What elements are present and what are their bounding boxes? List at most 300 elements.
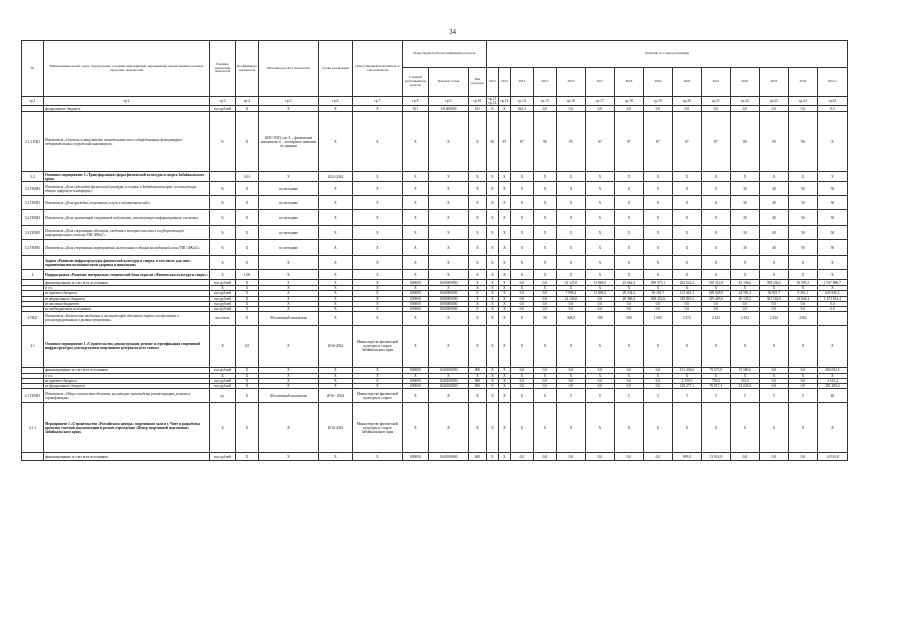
table-cell: Х — [402, 240, 428, 256]
table-cell: 31 806,5 — [585, 280, 614, 286]
table-cell: Х — [585, 373, 614, 378]
table-cell: Х — [402, 325, 428, 367]
table-cell: 87 — [672, 112, 701, 172]
table-cell: 85 — [486, 112, 498, 172]
table-cell: 0,0 — [556, 301, 585, 306]
table-cell: Х — [730, 373, 759, 378]
table-cell: Х — [486, 373, 498, 378]
table-cell: % — [210, 196, 236, 210]
table-cell: Х — [402, 403, 428, 453]
table-cell: Х — [236, 226, 259, 240]
table-cell: Х — [236, 106, 259, 112]
table-cell: Х — [498, 453, 510, 461]
table-cell: 1 927 880,7 — [817, 280, 847, 286]
row-name: Показатель «Степень оснащенности плавательных чаш и оборудованных физкультурно-оздоровительных сооружений инвентарем» — [44, 112, 210, 172]
table-cell: чел./кв.м. — [210, 311, 236, 325]
table-cell: Х — [236, 384, 259, 389]
table-cell: 2016-2024 — [318, 403, 352, 453]
row-name: финансирование за счет всех источников — [44, 367, 210, 373]
table-cell: 2302 — [788, 311, 817, 325]
table-cell: Х — [498, 280, 510, 286]
table-cell: 50 — [788, 196, 817, 210]
table-cell: тыс.рублей — [210, 453, 236, 461]
table-cell: Х — [318, 367, 352, 373]
table-cell: Х — [318, 210, 352, 226]
table-cell: Х — [428, 182, 468, 196]
row-name: из краевого бюджета — [44, 379, 210, 384]
table-cell: 0,0 — [533, 367, 556, 373]
row-name: Показатель «Доля спортивных мероприятий, включенных в единый календарный план (ГИС ФКиС)» — [44, 240, 210, 256]
header-year-2017: 2017 — [585, 68, 614, 97]
table-cell: Х — [352, 172, 402, 182]
table-cell: Х — [817, 373, 847, 378]
table-cell: Х — [210, 286, 236, 291]
table-cell: 643 946,3 — [817, 291, 847, 296]
table-cell: 0,0 — [788, 384, 817, 389]
table-cell: 0,0 — [788, 367, 817, 373]
table-cell: Х — [236, 389, 259, 403]
table-cell: 0,0 — [701, 106, 730, 112]
table-cell: Х — [468, 196, 486, 210]
table-cell: 30 — [730, 240, 759, 256]
table-cell: Х — [318, 280, 352, 286]
table-cell: Х — [258, 325, 318, 367]
table-cell: Х — [672, 196, 701, 210]
table-cell: 0,0 — [614, 106, 643, 112]
table-cell: Х — [643, 286, 672, 291]
table-cell: 1640100000 — [428, 384, 468, 389]
table-cell: Х — [701, 210, 730, 226]
table-cell: Х — [498, 367, 510, 373]
table-cell: 43 662,4 — [614, 280, 643, 286]
table-cell: Х — [486, 379, 498, 384]
header-unit: Единица измерения показателя — [210, 41, 236, 97]
table-cell: Х — [672, 403, 701, 453]
table-cell: Х — [468, 325, 486, 367]
table-cell: 0,0 — [817, 306, 847, 311]
table-cell: Х — [643, 226, 672, 240]
table-cell: 0,0 — [585, 106, 614, 112]
table-cell: Х — [498, 256, 510, 270]
table-cell: 000 — [468, 379, 486, 384]
table-cell: 2 432 — [759, 311, 788, 325]
table-cell: Х — [533, 256, 556, 270]
table-cell: тыс.рублей — [210, 306, 236, 311]
table-cell: Х — [510, 240, 533, 256]
table-cell: 2 159,5 — [672, 379, 701, 384]
table-cell: Х — [486, 286, 498, 291]
table-cell: 50 — [788, 182, 817, 196]
column-number: гр.18 — [614, 97, 643, 106]
table-cell: Х — [318, 379, 352, 384]
table-cell: Х — [730, 172, 759, 182]
table-cell: Х — [556, 210, 585, 226]
table-cell: Х — [510, 226, 533, 240]
table-row — [22, 325, 848, 367]
table-cell: 0,0 — [614, 301, 643, 306]
table-cell: 0,0 — [533, 379, 556, 384]
table-cell: Х — [428, 196, 468, 210]
table-cell: 1640100000 — [428, 379, 468, 384]
table-cell: Х — [498, 182, 510, 196]
table-cell: 30 — [730, 210, 759, 226]
table-cell: Х — [498, 311, 510, 325]
table-cell: 131 461,3 — [672, 291, 701, 296]
table-cell: 0,0 — [614, 384, 643, 389]
table-cell: Х — [352, 106, 402, 112]
table-cell: 0,0 — [585, 453, 614, 461]
table-cell: 0,0 — [672, 306, 701, 311]
table-cell: 2016-2024 — [318, 325, 352, 367]
table-cell: Х — [352, 112, 402, 172]
table-cell: Х — [468, 112, 486, 172]
table-cell: Министерство физической культуры и спорта Забайкальского края — [352, 325, 402, 367]
table-cell: Х — [402, 210, 428, 226]
table-cell: тыс.рублей — [210, 301, 236, 306]
table-cell: Х — [643, 256, 672, 270]
table-cell: 329 485,6 — [701, 296, 730, 301]
table-cell: 318 801,5 — [672, 296, 701, 301]
table-cell: Х — [701, 373, 730, 378]
table-cell: Х — [486, 106, 498, 112]
table-cell: Абсолютный показатель — [258, 389, 318, 403]
table-cell: Х — [788, 286, 817, 291]
table-cell: 0,01 — [236, 172, 259, 182]
table-cell: Х — [556, 325, 585, 367]
table-cell: Х — [585, 182, 614, 196]
table-cell: 0,0 — [817, 301, 847, 306]
table-cell: Х — [352, 311, 402, 325]
table-cell: 0,0 — [533, 384, 556, 389]
header-year-2020: 2020 — [672, 68, 701, 97]
table-cell: Х — [498, 296, 510, 301]
table-cell: 0,0 — [585, 296, 614, 301]
table-cell: Х — [730, 325, 759, 367]
table-cell: Х — [428, 389, 468, 403]
table-cell: 30 — [730, 182, 759, 196]
table-cell: Х — [533, 240, 556, 256]
column-number: гр.3 — [210, 97, 236, 106]
table-cell: 0,0 — [585, 301, 614, 306]
row-name: из федерального бюджета — [44, 296, 210, 301]
table-cell: Х — [817, 256, 847, 270]
table-cell: Х — [614, 172, 643, 182]
table-cell: 2016 - 2024 — [318, 389, 352, 403]
table-cell: Х — [730, 403, 759, 453]
table-cell: Х — [701, 196, 730, 210]
column-number: гр.10 — [468, 97, 486, 106]
table-cell: Х — [352, 453, 402, 461]
table-cell: 625,3 — [510, 106, 533, 112]
table-cell: 0,0 — [585, 384, 614, 389]
table-cell: Х — [614, 210, 643, 226]
table-cell: Х — [672, 182, 701, 196]
table-cell: Х — [701, 256, 730, 270]
table-cell: Х — [788, 403, 817, 453]
table-cell: 2 372 — [672, 311, 701, 325]
table-cell: Х — [510, 210, 533, 226]
table-cell: Х — [498, 226, 510, 240]
table-cell: Х — [498, 106, 510, 112]
table-cell: Х — [614, 256, 643, 270]
page-number: 34 — [449, 28, 456, 36]
row-name: Показатель «Доля организаций спортивной подготовки, использующих информационные системы» — [44, 210, 210, 226]
table-cell: Х — [428, 373, 468, 378]
table-cell: Х — [672, 256, 701, 270]
table-cell: 87 — [643, 112, 672, 172]
table-cell: Х — [318, 256, 352, 270]
table-cell: 5 — [759, 389, 788, 403]
table-cell: Х — [817, 270, 847, 280]
table-row — [22, 403, 848, 453]
table-cell: 53 045,0 — [730, 384, 759, 389]
table-cell: Х — [318, 453, 352, 461]
table-row — [22, 172, 848, 182]
table-cell: Х — [428, 172, 468, 182]
table-cell: 0,0 — [510, 379, 533, 384]
header-total: Итого — [817, 68, 847, 97]
table-cell: Х — [533, 389, 556, 403]
row-name: финансирование за счет всех источников — [44, 280, 210, 286]
table-cell: 50 — [817, 210, 847, 226]
table-cell: Х — [402, 311, 428, 325]
table-cell: Х — [258, 270, 318, 280]
table-cell: Х — [258, 379, 318, 384]
table-cell: Х — [788, 172, 817, 182]
table-cell: 588 — [614, 311, 643, 325]
table-cell: Х — [318, 226, 352, 240]
table-cell: Х — [236, 403, 259, 453]
table-cell: Х — [533, 182, 556, 196]
header-year-2024: 2024 — [788, 68, 817, 97]
table-cell: 14 914,8 — [817, 453, 847, 461]
table-cell: 0,0 — [510, 296, 533, 301]
table-cell: Х — [428, 240, 468, 256]
row-name: в т.ч. — [44, 286, 210, 291]
table-cell: Х — [510, 373, 533, 378]
row-name: Подпрограмма «Развитие материально-технической базы отрасли «Физическая культура и спорт»» — [44, 270, 210, 280]
table-cell: Х — [236, 291, 259, 296]
table-cell: Х — [486, 210, 498, 226]
table-cell: Х — [402, 172, 428, 182]
table-cell: 1 473 914,4 — [817, 296, 847, 301]
table-cell: тыс.рублей — [210, 367, 236, 373]
table-cell: Х — [614, 270, 643, 280]
table-cell: Х — [643, 270, 672, 280]
table-cell: 0,0 — [556, 367, 585, 373]
table-cell: Х — [318, 182, 352, 196]
table-cell: 0,0 — [585, 306, 614, 311]
table-cell: Х — [352, 196, 402, 210]
table-cell: Х — [614, 226, 643, 240]
table-cell: 50 — [817, 226, 847, 240]
table-cell: 241 — [468, 106, 486, 112]
table-cell: 452 522,2 — [672, 280, 701, 286]
table-cell: 1600000000 — [428, 296, 468, 301]
table-cell: тыс.рублей — [210, 280, 236, 286]
table-cell: 87 — [614, 112, 643, 172]
table-cell: Х — [486, 306, 498, 311]
table-cell: 0,0 — [614, 379, 643, 384]
table-cell: Х — [236, 182, 259, 196]
table-cell: 0,0 — [510, 384, 533, 389]
table-cell: Х — [672, 270, 701, 280]
table-cell: 79 675,9 — [701, 367, 730, 373]
table-cell: Х — [759, 325, 788, 367]
row-name: Показатель «Доля субъектов физической культуры и спорта в Забайкальском крае, использующих единую цифровую платформу» — [44, 182, 210, 196]
table-row — [22, 196, 848, 210]
table-cell: Х — [352, 226, 402, 240]
table-cell: Х — [498, 172, 510, 182]
table-cell: 0,0 — [730, 106, 759, 112]
table-cell: Х — [585, 172, 614, 182]
table-cell: Х — [402, 256, 428, 270]
table-cell: Х — [468, 210, 486, 226]
table-cell: 0,0 — [643, 106, 672, 112]
table-cell: Х — [533, 325, 556, 367]
table-cell: Х — [498, 240, 510, 256]
table-cell: Х — [672, 286, 701, 291]
table-cell: Х — [486, 384, 498, 389]
table-cell: Х — [486, 403, 498, 453]
table-row — [22, 389, 848, 403]
table-cell: Х — [428, 256, 468, 270]
row-name: Задача «Развитие инфраструктуры физической культуры и спорта, в том числе для лиц с ограниченными возможностями здоровья и инвалидов» — [44, 256, 210, 270]
table-cell: Х — [643, 240, 672, 256]
table-cell: Х — [817, 286, 847, 291]
table-cell: Х — [585, 196, 614, 210]
table-cell: Х — [701, 403, 730, 453]
table-cell: 0,0 — [556, 306, 585, 311]
table-cell: Х — [556, 373, 585, 378]
table-cell: Х — [486, 367, 498, 373]
table-cell: Х — [352, 270, 402, 280]
table-cell: 0,0 — [788, 453, 817, 461]
table-cell: 90 — [788, 112, 817, 172]
table-cell: Х — [468, 306, 486, 311]
table-cell: % — [210, 240, 236, 256]
table-cell: Х — [318, 240, 352, 256]
table-cell: 5 — [614, 389, 643, 403]
header-budget-codes: Коды бюджетной классификации расходов — [402, 41, 486, 68]
column-number: гр.21 — [701, 97, 730, 106]
table-cell: 28 234,2 — [614, 291, 643, 296]
table-cell: Х — [352, 384, 402, 389]
row-name: Показатель «Доля граждан, получивших услуги в электронном виде» — [44, 196, 210, 210]
column-number: гр.14 — [510, 97, 533, 106]
table-cell: Х — [643, 403, 672, 453]
header-year-2015: 2015 — [533, 68, 556, 97]
table-cell: 188 928,9 — [701, 291, 730, 296]
table-cell: 87 — [498, 112, 510, 172]
table-cell: Х — [402, 112, 428, 172]
table-cell: 0,0 — [556, 453, 585, 461]
table-cell: 20 386,2 — [614, 296, 643, 301]
table-cell: Х — [352, 296, 402, 301]
table-cell: АИС/ЭОП, где А – физические показатели; 0 – экспертное значение по данным — [258, 112, 318, 172]
table-row — [22, 182, 848, 196]
table-cell: 0,0 — [672, 106, 701, 112]
table-cell: Х — [468, 172, 486, 182]
header-year-2022: 2022 — [730, 68, 759, 97]
table-cell: 0,0 — [643, 301, 672, 306]
table-cell: Х — [318, 373, 352, 378]
table-cell: 56 161,7 — [643, 291, 672, 296]
table-cell: Х — [533, 210, 556, 226]
table-cell: Х — [486, 291, 498, 296]
table-cell: Х — [352, 291, 402, 296]
table-cell: Х — [468, 270, 486, 280]
table-cell: Х — [210, 325, 236, 367]
row-number: 4 ПЦ1 — [22, 311, 44, 325]
table-cell: Х — [236, 240, 259, 256]
header-period: Сроки реализации — [318, 41, 352, 97]
table-cell: 0,0 — [585, 367, 614, 373]
table-cell: 0,0 — [643, 379, 672, 384]
header-year-2013: 2013 — [498, 68, 510, 97]
header-years-group: Значения по годам реализации — [486, 41, 847, 68]
column-number: гр.23 — [759, 97, 788, 106]
column-number: гр.6 — [318, 97, 352, 106]
table-cell: Х — [614, 182, 643, 196]
table-cell: 56 593,5 — [788, 280, 817, 286]
table-cell: Х — [817, 325, 847, 367]
table-cell: Х — [468, 240, 486, 256]
row-number: 3.2 ПОМ1 — [22, 196, 44, 210]
table-cell: Х — [402, 196, 428, 210]
table-cell: Х — [486, 256, 498, 270]
table-cell: Х — [643, 325, 672, 367]
table-cell: 000000 — [402, 384, 428, 389]
table-cell: Х — [759, 270, 788, 280]
table-cell: Х — [510, 172, 533, 182]
table-cell: 45 136,6 — [730, 280, 759, 286]
table-cell: Х — [352, 367, 402, 373]
table-cell: 2 432 — [730, 311, 759, 325]
table-cell: Х — [672, 373, 701, 378]
table-cell: Х — [614, 196, 643, 210]
table-cell: 000000 — [402, 306, 428, 311]
table-cell: 0,0 — [585, 379, 614, 384]
table-cell: 399 375,1 — [643, 280, 672, 286]
table-cell: Х — [556, 286, 585, 291]
table-cell: 308 452,6 — [643, 296, 672, 301]
table-cell: 0,0 — [556, 106, 585, 112]
table-cell: 0,0 — [510, 301, 533, 306]
table-cell: Х — [533, 196, 556, 210]
table-cell: 0,0 — [533, 291, 556, 296]
table-cell: Х — [428, 112, 468, 172]
table-cell: Х — [352, 301, 402, 306]
row-name: из местных бюджетов — [44, 301, 210, 306]
table-cell: Х — [258, 106, 318, 112]
table-cell: 151 436,6 — [672, 367, 701, 373]
table-cell: Х — [428, 270, 468, 280]
table-cell: 20 138,2 — [730, 296, 759, 301]
table-cell: 0,0 — [759, 367, 788, 373]
table-cell: 36 853,7 — [759, 291, 788, 296]
table-cell: 535,0 — [730, 379, 759, 384]
table-cell: 0,0 — [510, 306, 533, 311]
table-cell: Х — [672, 240, 701, 256]
table-cell: 149 277,1 — [672, 384, 701, 389]
table-cell: 1600000000 — [428, 280, 468, 286]
table-cell: 0,0 — [643, 306, 672, 311]
table-cell: по методике — [258, 182, 318, 196]
table-cell: 0,0 — [759, 306, 788, 311]
table-cell: Х — [352, 379, 402, 384]
table-cell: 0,0 — [643, 384, 672, 389]
